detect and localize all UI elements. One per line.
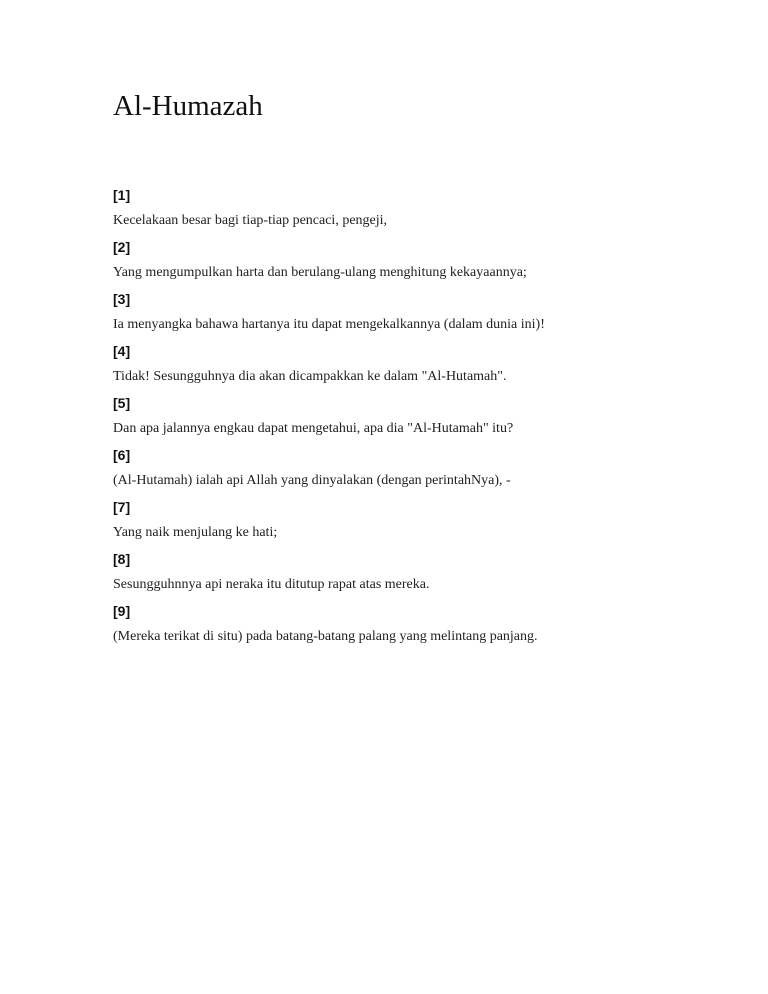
verse-number: [5] bbox=[113, 395, 131, 411]
verse-2 bbox=[113, 236, 733, 288]
verse-number: [3] bbox=[113, 291, 131, 307]
verse-number: [6] bbox=[113, 447, 131, 463]
verse-6 bbox=[113, 444, 733, 496]
verse-3 bbox=[113, 288, 733, 340]
verse-text: Dan apa jalannya engkau dapat mengetahui, apa dia "Al-Hutamah" itu? bbox=[113, 421, 514, 436]
verse-list bbox=[113, 184, 733, 652]
verse-text: Ia menyangka bahawa hartanya itu dapat mengekalkannya (dalam dunia ini)! bbox=[113, 317, 545, 332]
page-title: Al-Humazah bbox=[113, 90, 263, 122]
verse-number: [2] bbox=[113, 239, 131, 255]
verse-4 bbox=[113, 340, 733, 392]
verse-5 bbox=[113, 392, 733, 444]
verse-text: Yang naik menjulang ke hati; bbox=[113, 525, 278, 540]
verse-text: Tidak! Sesungguhnya dia akan dicampakkan ke dalam "Al-Hutamah". bbox=[113, 369, 507, 384]
verse-1 bbox=[113, 184, 733, 236]
verse-number: [4] bbox=[113, 343, 131, 359]
verse-number: [7] bbox=[113, 499, 131, 515]
verse-text: Sesungguhnnya api neraka itu ditutup rapat atas mereka. bbox=[113, 577, 430, 592]
verse-number: [9] bbox=[113, 603, 131, 619]
verse-number: [1] bbox=[113, 187, 131, 203]
verse-text: (Al-Hutamah) ialah api Allah yang dinyalakan (dengan perintahNya), - bbox=[113, 473, 511, 488]
verse-text: Kecelakaan besar bagi tiap-tiap pencaci, pengeji, bbox=[113, 213, 388, 228]
verse-8 bbox=[113, 548, 733, 600]
verse-9 bbox=[113, 600, 733, 652]
verse-text: Yang mengumpulkan harta dan berulang-ulang menghitung kekayaannya; bbox=[113, 265, 527, 280]
verse-7 bbox=[113, 496, 733, 548]
verse-number: [8] bbox=[113, 551, 131, 567]
verse-text: (Mereka terikat di situ) pada batang-batang palang yang melintang panjang. bbox=[113, 629, 538, 644]
